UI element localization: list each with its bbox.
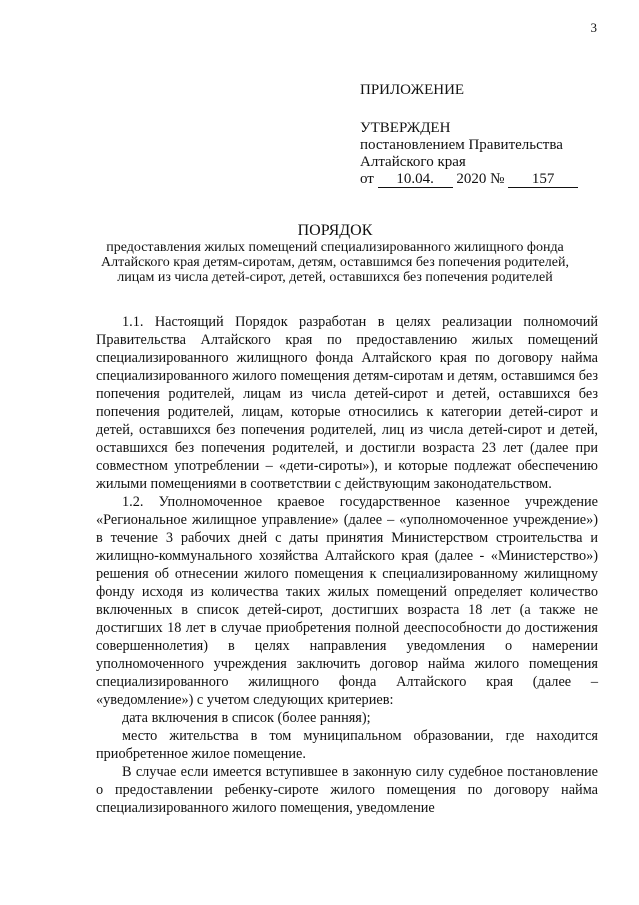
document-title: ПОРЯДОК (297, 222, 373, 239)
from-label: от (360, 171, 374, 187)
document-subtitle: предоставления жилых помещений специализированного жилищного фонда Алтайского края детям-сиротам, детям, оставшимся без попечения родителей, лицам из числа детей-сирот, детей, оставшихся без попечения родителей (100, 240, 569, 285)
decree-number: 157 (508, 172, 578, 188)
approval-block (360, 82, 610, 188)
number-sign: № (490, 171, 505, 187)
decree-year: 2020 (456, 171, 487, 187)
decree-date: 10.04. (378, 172, 453, 188)
approved-label: УТВЕРЖДЕН (360, 120, 451, 136)
criterion-date: дата включения в список (более ранняя); (122, 710, 371, 726)
title-block (90, 222, 580, 285)
criterion-residence: место жительства в том муниципальном образовании, где находится приобретенное жилое помещение. (96, 728, 598, 762)
page-number: 3 (590, 20, 597, 35)
paragraph-1-2: 1.2. Уполномоченное краевое государственное казенное учреждение «Региональное жилищное управление» (далее – «уполномоченное учреждение») в течение 3 рабочих дней с даты принятия Министерством строительства и жилищно-коммунального хозяйства Алтайского края (далее - «Министерство») решения об отнесении жилого помещения к специализированному жилищному фонду исходя из количества таких жилых помещений определяет количество включенных в список детей-сирот, достигших возраста 18 лет (а также не достигших 18 лет в случае приобретения полной дееспособности до достижения совершеннолетия) в целях направления уведомления о намерении уполномоченного учреждения заключить договор найма жилого помещения специализированного жилищного фонда Алтайского края (далее – «уведомление») с учетом следующих критериев: (96, 494, 598, 708)
approved-by-line-2: Алтайского края (360, 154, 466, 170)
approved-by-line-1: постановлением Правительства (360, 137, 563, 153)
paragraph-1-1: 1.1. Настоящий Порядок разработан в целях реализации полномочий Правительства Алтайского края по предоставлению жилых помещений специализированного жилищного фонда Алтайского края по договору найма специализированного жилого помещения детям-сиротам и детям, оставшимся без попечения родителей, лицам из числа детей-сирот и детей, оставшихся без попечения родителей, лицам, которые относились к категории детей-сирот и детей, оставшихся без попечения родителей, лиц из числа детей-сирот и детей, оставшихся без попечения родителей, и достигли возраста 23 лет (далее при совместном употреблении – «дети-сироты»), и которые подлежат обеспечению жилыми помещениями в соответствии с действующим законодательством. (96, 314, 598, 492)
decree-date-line (360, 171, 610, 188)
appendix-label: ПРИЛОЖЕНИЕ (360, 82, 465, 98)
body-text (96, 313, 598, 817)
paragraph-court-decision: В случае если имеется вступившее в законную силу судебное постановление о предоставлении ребенку-сироте жилого помещения по договору найма специализированного жилого помещения, уведомление (96, 764, 598, 816)
